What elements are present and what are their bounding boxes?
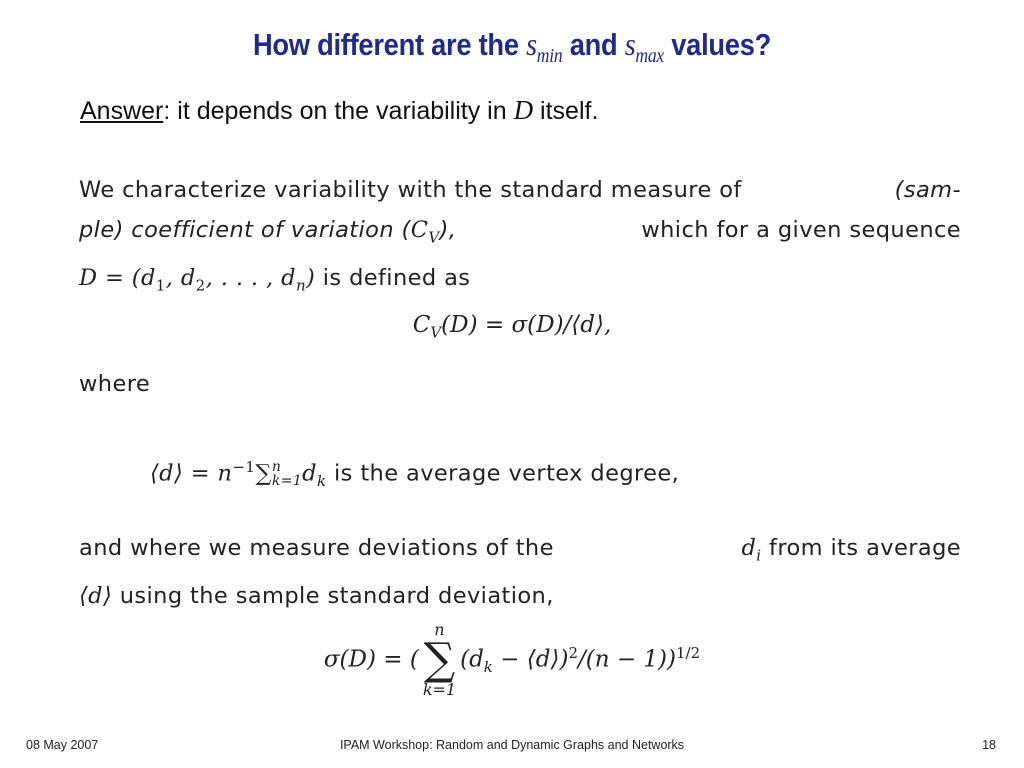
- eq2-sum: ∑: [255, 460, 272, 487]
- answer-label: Answer: [80, 97, 164, 125]
- title-suffix: values?: [663, 27, 772, 62]
- para1-line2-cv: C: [410, 217, 429, 243]
- para1-seq-d: ): [306, 264, 316, 291]
- para2-line1-tail: from its average: [761, 535, 961, 561]
- para2-avg: ⟨d⟩: [79, 582, 113, 609]
- title-s1: s: [526, 26, 537, 62]
- eq1-cv-sub: V: [430, 323, 442, 342]
- eq3-sum-bot: k=1: [422, 680, 457, 699]
- para2-line2: [79, 576, 961, 616]
- para1-line1: [79, 170, 961, 210]
- equation-std-dev: [0, 622, 1024, 698]
- answer-line: [80, 95, 598, 126]
- para1-line3: [79, 258, 961, 306]
- equation-cv: [0, 312, 1024, 342]
- eq3-dk: (d: [460, 646, 484, 673]
- eq3-sum-sigma: ∑: [423, 634, 456, 685]
- para1-line3-text: is defined as: [315, 264, 471, 291]
- title-smin: [526, 26, 563, 67]
- paragraph-deviation: [79, 528, 961, 616]
- eq3-rest: /(n − 1)): [577, 646, 676, 673]
- eq3-sq: 2: [568, 643, 578, 662]
- eq3-dk-sub: k: [483, 658, 493, 677]
- equation-average-degree: [150, 447, 850, 501]
- eq2-lhs: ⟨d⟩ = n: [150, 460, 233, 487]
- eq2-sum-limits: [272, 460, 302, 488]
- para2-line1: [79, 528, 961, 576]
- para1-seq-sub3: n: [295, 276, 306, 294]
- para2-var: d: [741, 535, 757, 561]
- footer-page-number: 18: [982, 738, 996, 752]
- eq1-rest: (D) = σ(D)/⟨d⟩,: [441, 312, 612, 338]
- para1-line2-italic: [79, 210, 456, 258]
- title-s2-sub: max: [635, 45, 664, 67]
- para2-var-sub: i: [756, 546, 762, 565]
- para1-line1-text: We characterize variability with the standard measure of: [79, 177, 742, 203]
- para1-line2-text: which for a given sequence: [641, 217, 961, 243]
- para1-seq-sub1: 1: [155, 276, 166, 294]
- title-s2: s: [624, 26, 636, 62]
- paragraph-definition: [79, 170, 961, 305]
- eq2-text: is the average vertex degree,: [326, 460, 680, 487]
- eq3-sum: [423, 622, 456, 698]
- title-smax: [624, 26, 664, 67]
- answer-text: : it depends on the variability in: [163, 97, 514, 125]
- eq3-sum-top: n: [434, 620, 445, 639]
- eq2-sum-sup: n: [271, 459, 282, 475]
- eq1-cv: C: [412, 312, 431, 338]
- eq2-sum-sub: k=1: [271, 473, 303, 489]
- where-text: [79, 364, 961, 404]
- eq3-lhs: σ(D) = (: [323, 646, 419, 673]
- para1-seq-sub2: 2: [195, 276, 206, 294]
- para1-seq-a: D = (d: [79, 264, 156, 291]
- para1-line1-italic: (sam-: [894, 177, 961, 203]
- footer-title: IPAM Workshop: Random and Dynamic Graphs and Networks: [339, 738, 685, 752]
- para1-seq-c: , . . . , d: [205, 264, 296, 291]
- eq3-exp: 1/2: [676, 643, 701, 662]
- para2-line2-text: using the sample standard deviation,: [112, 582, 554, 609]
- eq2-exp: −1: [232, 458, 256, 476]
- para1-line2-cv-sub: V: [428, 228, 440, 247]
- title-s1-sub: min: [536, 45, 563, 67]
- para1-line2: [79, 210, 961, 258]
- title-mid: and: [562, 27, 625, 62]
- title-prefix: How different are the: [252, 27, 527, 62]
- para1-line2-close: ),: [439, 217, 457, 243]
- para2-line1-var-wrap: [741, 528, 961, 576]
- eq2-line: [150, 447, 850, 501]
- footer-date: 08 May 2007: [26, 738, 99, 752]
- eq3-mid: − ⟨d⟩): [492, 646, 569, 673]
- answer-tail: itself.: [533, 97, 599, 125]
- where-label: where: [79, 371, 151, 397]
- para2-line1-text: and where we measure deviations of the: [79, 535, 554, 561]
- slide-title: [61, 26, 962, 68]
- answer-var: D: [513, 95, 534, 125]
- eq2-dk: d: [302, 460, 317, 487]
- eq2-dk-sub: k: [316, 472, 327, 490]
- para1-seq-b: , d: [165, 264, 196, 291]
- para1-line2-cv-text: ple) coefficient of variation (: [79, 217, 411, 243]
